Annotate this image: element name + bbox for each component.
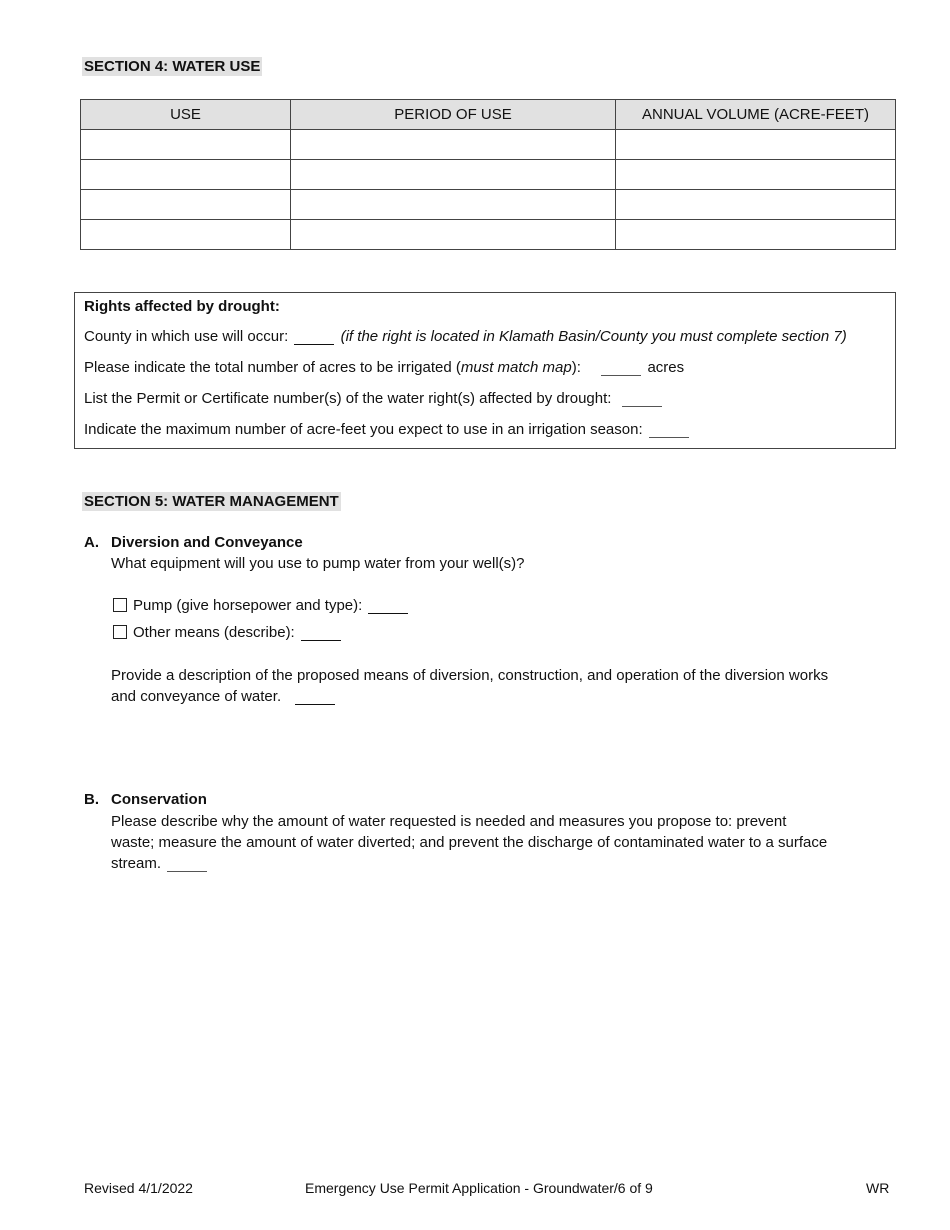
- volume-input[interactable]: [616, 190, 895, 219]
- table-cell: [81, 160, 291, 190]
- col-header-use: USE: [81, 100, 291, 130]
- section-a-question: What equipment will you use to pump water from your well(s)?: [111, 555, 525, 572]
- section-b-title: Conservation: [111, 791, 207, 808]
- pump-label: Pump (give horsepower and type):: [133, 597, 363, 614]
- water-use-table: [80, 99, 896, 250]
- acrefeet-label: Indicate the maximum number of acre-feet you expect to use in an irrigation season:: [84, 421, 643, 438]
- period-input[interactable]: [291, 130, 615, 159]
- use-input[interactable]: [81, 130, 290, 159]
- diversion-description-text: Provide a description of the proposed means of diversion, construction, and operation of the diversion works and conveyance of water.: [111, 667, 829, 705]
- footer-code: WR: [866, 1180, 890, 1196]
- table-row: [81, 220, 896, 250]
- footer-revised: Revised 4/1/2022: [84, 1180, 193, 1196]
- other-means-label: Other means (describe):: [133, 624, 295, 641]
- period-input[interactable]: [291, 160, 615, 189]
- table-row: [81, 190, 896, 220]
- footer-title-page: Emergency Use Permit Application - Groundwater/6 of 9: [305, 1180, 653, 1196]
- table-cell: [81, 190, 291, 220]
- conservation-description-input[interactable]: [167, 857, 207, 872]
- conservation-description: [111, 811, 831, 874]
- table-row: [81, 130, 896, 160]
- use-input[interactable]: [81, 190, 290, 219]
- volume-input[interactable]: [616, 220, 895, 249]
- county-line: [84, 328, 847, 345]
- acres-label-italic: must match map: [460, 359, 572, 376]
- period-input[interactable]: [291, 190, 615, 219]
- table-row: [81, 160, 896, 190]
- county-input[interactable]: [294, 330, 334, 345]
- table-cell: [616, 190, 896, 220]
- volume-input[interactable]: [616, 160, 895, 189]
- use-input[interactable]: [81, 220, 290, 249]
- table-cell: [81, 220, 291, 250]
- diversion-description: [111, 665, 831, 707]
- permit-input[interactable]: [622, 392, 662, 407]
- table-cell: [291, 190, 616, 220]
- use-input[interactable]: [81, 160, 290, 189]
- table-cell: [291, 130, 616, 160]
- pump-input[interactable]: [368, 599, 408, 614]
- section-4-heading-text: SECTION 4: WATER USE: [84, 58, 261, 75]
- table-cell: [616, 160, 896, 190]
- table-cell: [291, 160, 616, 190]
- rights-affected-box: [74, 292, 896, 449]
- volume-input[interactable]: [616, 130, 895, 159]
- acres-unit: acres: [647, 359, 685, 376]
- section-a-letter: A.: [84, 534, 99, 551]
- table-cell: [616, 130, 896, 160]
- section-4-heading: [84, 58, 262, 75]
- acres-label-post: ):: [571, 359, 581, 376]
- col-header-period: PERIOD OF USE: [291, 100, 616, 130]
- permit-label: List the Permit or Certificate number(s) of the water right(s) affected by drought:: [84, 390, 612, 407]
- acrefeet-input[interactable]: [649, 423, 689, 438]
- section-5-heading-text: SECTION 5: WATER MANAGEMENT: [84, 493, 339, 510]
- acres-label-pre: Please indicate the total number of acres to be irrigated (: [84, 359, 461, 376]
- pump-checkbox[interactable]: [113, 598, 127, 612]
- acres-line: [84, 359, 684, 376]
- other-means-input[interactable]: [301, 626, 341, 641]
- section-a-title: Diversion and Conveyance: [111, 534, 303, 551]
- section-b-letter: B.: [84, 791, 99, 808]
- acrefeet-line: [84, 421, 691, 438]
- table-cell: [616, 220, 896, 250]
- other-means-checkbox[interactable]: [113, 625, 127, 639]
- pump-option: [113, 597, 410, 614]
- acres-input[interactable]: [601, 361, 641, 376]
- period-input[interactable]: [291, 220, 615, 249]
- county-note: (if the right is located in Klamath Basin/County you must complete section 7): [340, 328, 847, 345]
- col-header-annual-volume: ANNUAL VOLUME (ACRE-FEET): [616, 100, 896, 130]
- rights-affected-title: Rights affected by drought:: [84, 298, 280, 315]
- table-cell: [291, 220, 616, 250]
- section-5-heading: [84, 493, 341, 510]
- table-cell: [81, 130, 291, 160]
- other-means-option: [113, 624, 343, 641]
- diversion-description-input[interactable]: [295, 690, 335, 705]
- county-label: County in which use will occur:: [84, 328, 289, 345]
- permit-line: [84, 390, 664, 407]
- conservation-description-text: Please describe why the amount of water requested is needed and measures you propose to: prevent waste; measure the amount of water diverted; and prevent the discharge of contaminated water to a surface stream.: [111, 813, 828, 872]
- water-use-table-header: [81, 100, 896, 130]
